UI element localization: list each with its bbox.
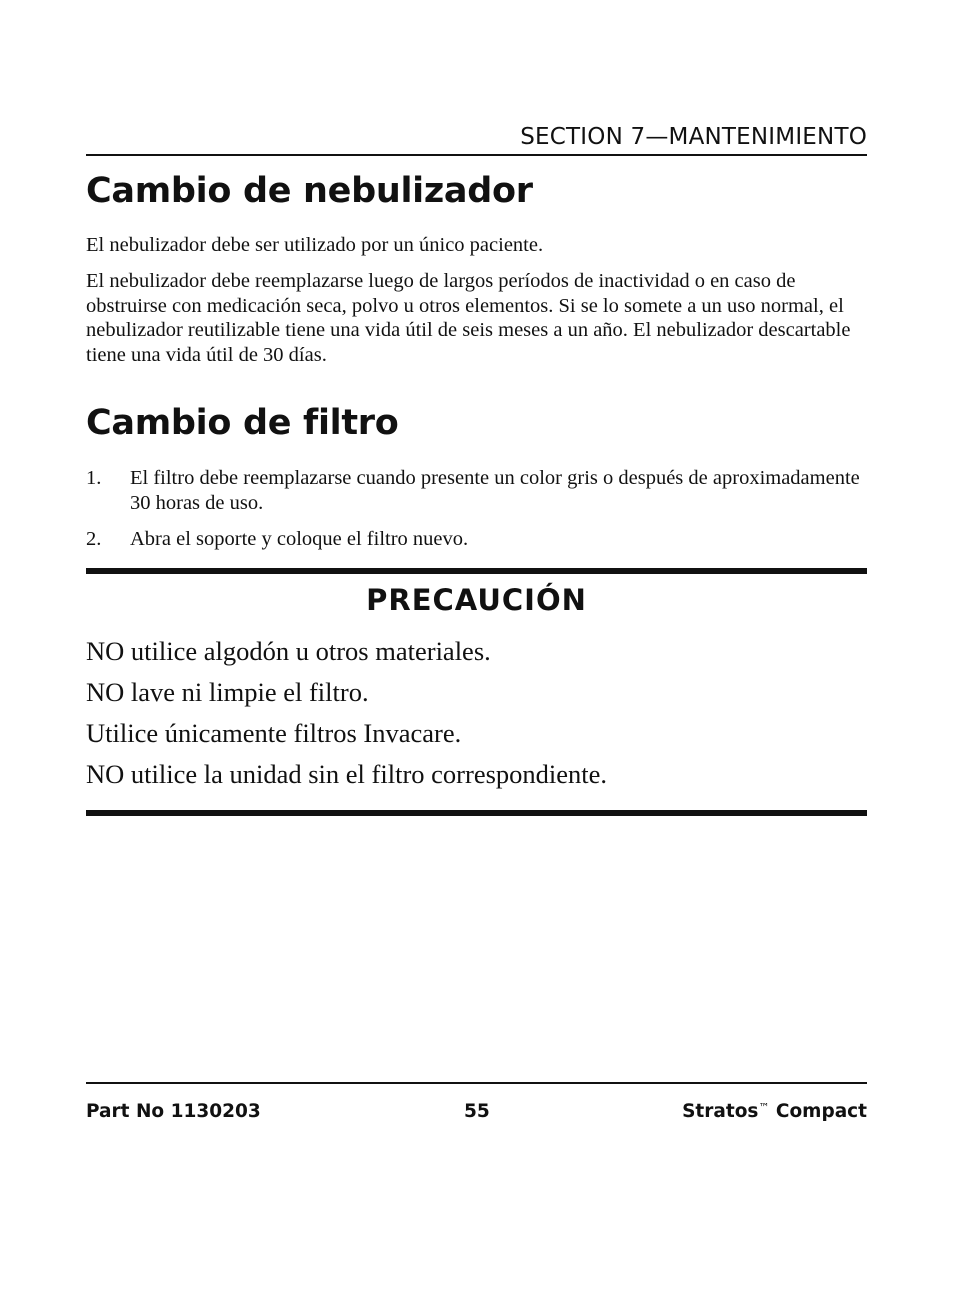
product-name: Stratos	[682, 1101, 759, 1122]
step-number: 1.	[86, 467, 102, 489]
step-text: El filtro debe reemplazarse cuando presente un color gris o después de aproximadamente 30 horas de uso.	[130, 467, 860, 514]
caution-bottom-rule	[86, 810, 867, 816]
caution-title: PRECAUCIÓN	[366, 583, 587, 617]
section-header: SECTION 7—MANTENIMIENTO	[520, 124, 867, 150]
nebulizer-heading: Cambio de nebulizador	[86, 171, 533, 211]
caution-top-rule	[86, 568, 867, 574]
caution-line: NO lave ni limpie el filtro.	[86, 677, 369, 707]
nebulizer-paragraph-1: El nebulizador debe ser utilizado por un único paciente.	[86, 234, 544, 256]
header-rule	[86, 154, 867, 156]
step-text: Abra el soporte y coloque el filtro nuevo.	[130, 528, 469, 550]
product-suffix: Compact	[775, 1101, 867, 1122]
caution-line: NO utilice algodón u otros materiales.	[86, 636, 491, 666]
step-number: 2.	[86, 528, 102, 550]
nebulizer-paragraph-2: El nebulizador debe reemplazarse luego de largos períodos de inactividad o en caso de obstruirse con medicación seca, polvo u otros elementos. Si se lo somete a un uso normal, el nebulizador reutilizable tiene una vida útil de seis meses a un año. El nebulizador descartable tiene una vida útil de 30 días.	[86, 270, 851, 366]
filter-heading: Cambio de filtro	[86, 403, 399, 443]
footer-part-number: Part No 1130203	[86, 1101, 261, 1122]
trademark-symbol: ™	[758, 1101, 770, 1114]
caution-line: NO utilice la unidad sin el filtro correspondiente.	[86, 759, 608, 789]
footer-rule	[86, 1082, 867, 1084]
caution-line: Utilice únicamente filtros Invacare.	[86, 718, 462, 748]
footer-page-number: 55	[464, 1101, 490, 1122]
footer-product-name	[682, 1101, 867, 1122]
